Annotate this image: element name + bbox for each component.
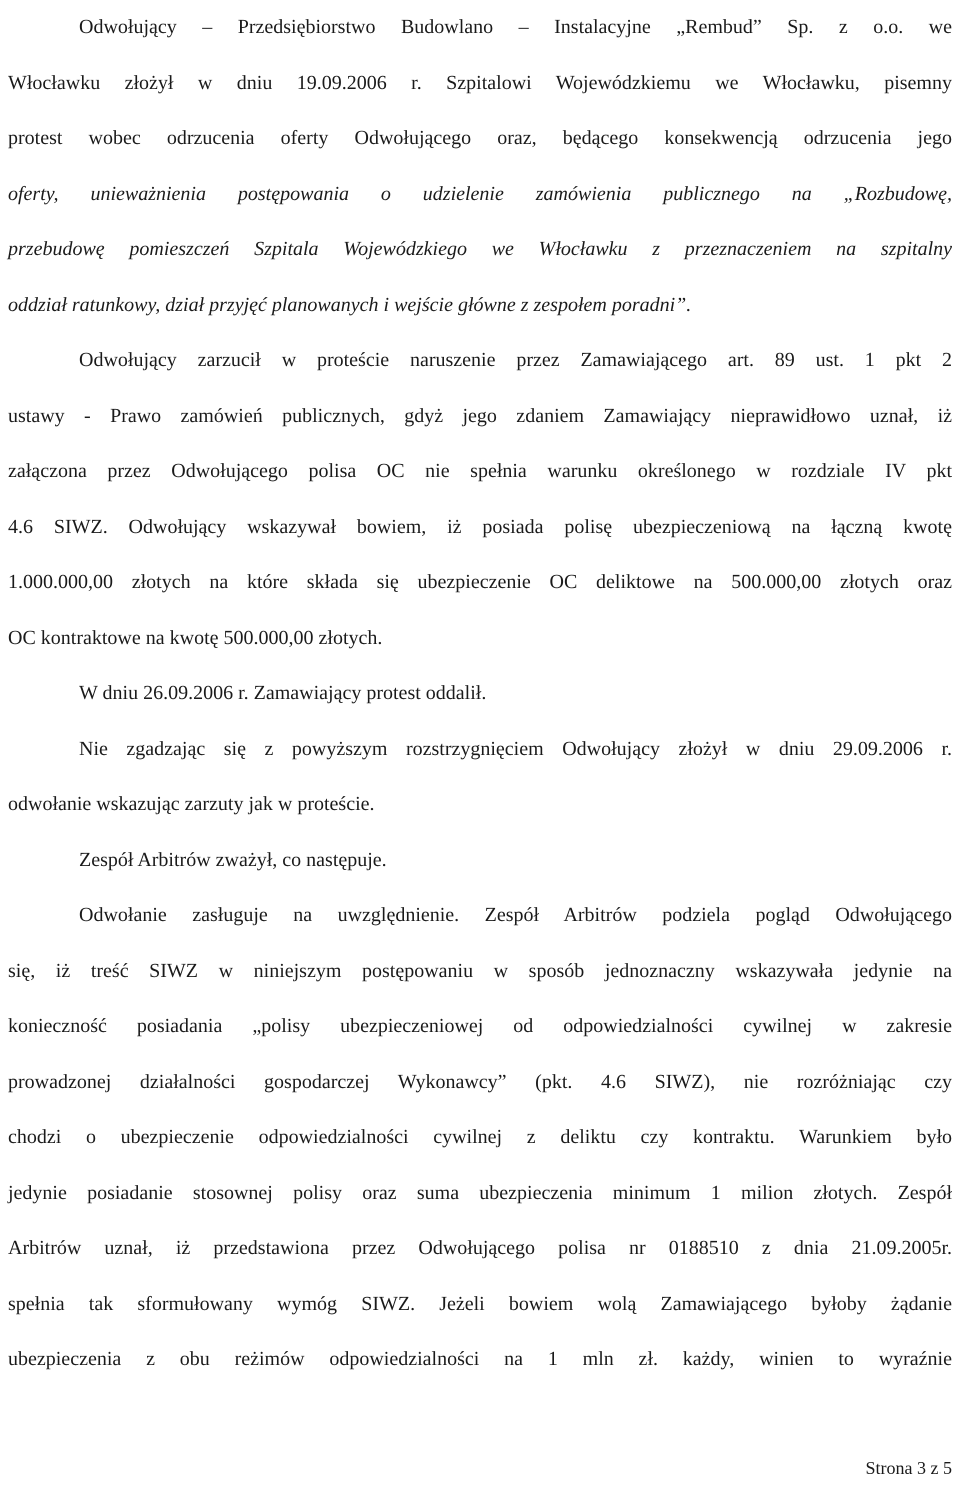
- text-line: Odwołujący zarzucił w proteście naruszenie przez Zamawiającego art. 89 ust. 1 pkt 2: [79, 349, 952, 371]
- text-line: 4.6 SIWZ. Odwołujący wskazywał bowiem, iż posiada polisę ubezpieczeniową na łączną kwotę: [8, 515, 952, 538]
- text-line: chodzi o ubezpieczenie odpowiedzialności cywilnej z deliktu czy kontraktu. Warunkiem było: [8, 1126, 952, 1148]
- text-line: jedynie posiadanie stosownej polisy oraz suma ubezpieczenia minimum 1 milion złotych. Zespół: [8, 1181, 952, 1204]
- text-line: przebudowę pomieszczeń Szpitala Wojewódzkiego we Włocławku z przeznaczeniem na szpitalny: [8, 238, 952, 260]
- text-line: Odwołanie zasługuje na uwzględnienie. Zespół Arbitrów podziela pogląd Odwołującego: [79, 904, 952, 926]
- text-line: Nie zgadzając się z powyższym rozstrzygnięciem Odwołujący złożył w dniu 29.09.2006 r.: [79, 737, 952, 760]
- text-line: W dniu 26.09.2006 r. Zamawiający protest oddalił.: [79, 682, 487, 704]
- text-line: Włocławku złożył w dniu 19.09.2006 r. Szpitalowi Wojewódzkiemu we Włocławku, pisemny: [8, 71, 952, 94]
- text-line: oferty, unieważnienia postępowania o udzielenie zamówienia publicznego na „Rozbudowę,: [8, 182, 952, 205]
- text-line: Arbitrów uznał, iż przedstawiona przez Odwołującego polisa nr 0188510 z dnia 21.09.2005r.: [8, 1237, 952, 1259]
- text-line: się, iż treść SIWZ w niniejszym postępowaniu w sposób jednoznaczny wskazywała jedynie na: [8, 959, 952, 982]
- document-page: [8, 0, 958, 1388]
- text-line: konieczność posiadania „polisy ubezpieczeniowej od odpowiedzialności cywilnej w zakresie: [8, 1015, 952, 1037]
- text-line: ustawy - Prawo zamówień publicznych, gdyż jego zdaniem Zamawiający nieprawidłowo uznał, iż: [8, 404, 952, 427]
- text-line: Odwołujący – Przedsiębiorstwo Budowlano – Instalacyjne „Rembud” Sp. z o.o. we: [79, 16, 952, 38]
- text-line: spełnia tak sformułowany wymóg SIWZ. Jeżeli bowiem wolą Zamawiającego byłoby żądanie: [8, 1292, 952, 1315]
- document-body: [8, 0, 958, 1388]
- text-line: załączona przez Odwołującego polisa OC nie spełnia warunku określonego w rozdziale IV pkt: [8, 460, 952, 482]
- text-line: oddział ratunkowy, dział przyjęć planowanych i wejście główne z zespołem poradni”.: [8, 293, 692, 316]
- text-line: prowadzonej działalności gospodarczej Wykonawcy” (pkt. 4.6 SIWZ), nie rozróżniając czy: [8, 1070, 952, 1093]
- text-line: protest wobec odrzucenia oferty Odwołującego oraz, będącego konsekwencją odrzucenia jego: [8, 127, 952, 149]
- text-line: OC kontraktowe na kwotę 500.000,00 złotych.: [8, 626, 383, 649]
- page-number: Strona 3 z 5: [865, 1458, 952, 1478]
- text-line: ubezpieczenia z obu reżimów odpowiedzialności na 1 mln zł. każdy, winien to wyraźnie: [8, 1348, 952, 1370]
- text-line: 1.000.000,00 złotych na które składa się ubezpieczenie OC deliktowe na 500.000,00 złotych oraz: [8, 571, 952, 593]
- text-line: Zespół Arbitrów zważył, co następuje.: [79, 848, 387, 871]
- text-line: odwołanie wskazując zarzuty jak w proteście.: [8, 793, 375, 815]
